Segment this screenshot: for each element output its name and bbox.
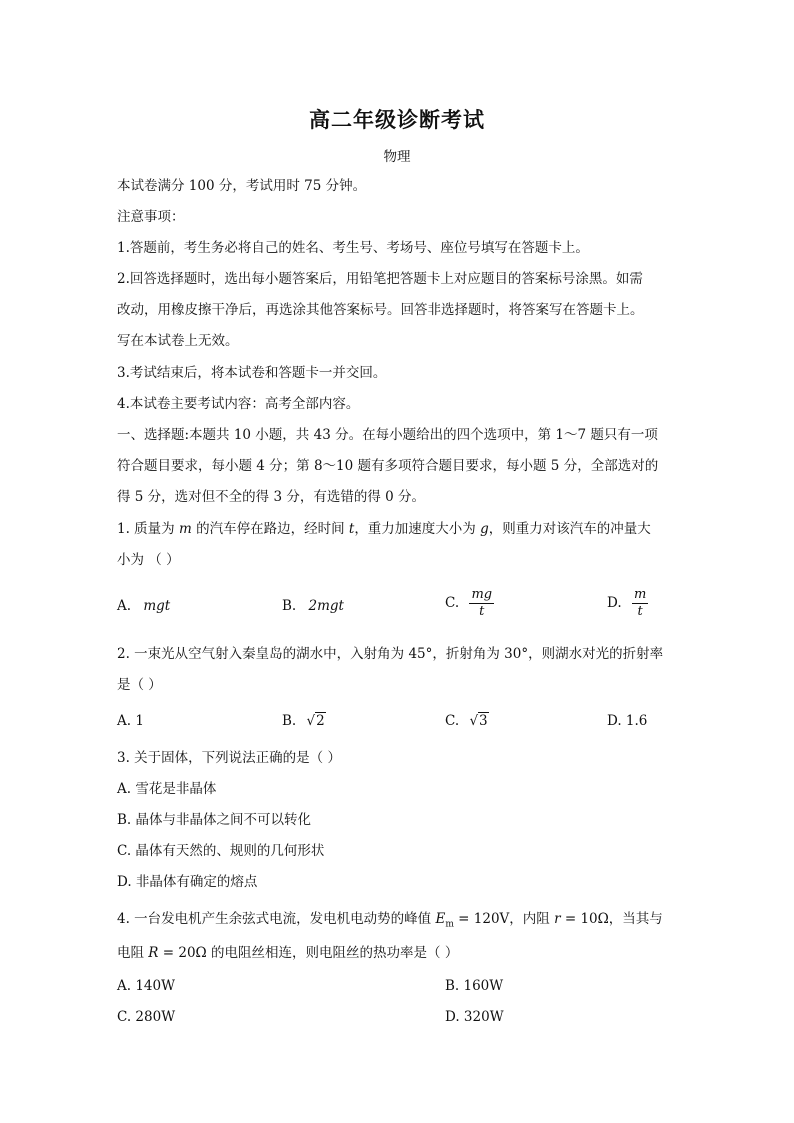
q2-option-b-sqrt: √2 <box>306 713 325 729</box>
note-1: 1.答题前，考生务必将自己的姓名、考生号、考场号、座位号填写在答题卡上。 <box>117 240 589 256</box>
q2-option-c-radicand: 3 <box>479 713 488 729</box>
q1-option-c-numerator: mg <box>471 587 493 602</box>
q1-option-b <box>282 597 344 615</box>
q1-text-b: 的汽车停在路边，经时间 <box>191 521 349 537</box>
q2-stem-line-1: 2. 一束光从空气射入秦皇岛的湖水中，入射角为 45°，折射角为 30°，则湖水对光的折射率 <box>117 646 664 662</box>
note-2-line-1: 2.回答选择题时，选出每小题答案后，用铅笔把答题卡上对应题目的答案标号涂黑。如需 <box>117 271 643 287</box>
note-2-line-3: 写在本试卷上无效。 <box>117 333 239 349</box>
q1-var-m: m <box>178 521 192 537</box>
q4-var-r: r <box>554 911 561 927</box>
q4-var-R: R <box>148 945 159 961</box>
q4-stem-line-2 <box>117 944 458 962</box>
q4-text-b: = 120V，内阻 <box>453 911 555 927</box>
q1-option-c-fraction <box>469 588 494 619</box>
score-line: 本试卷满分 100 分，考试用时 75 分钟。 <box>117 178 367 194</box>
q1-option-d <box>607 588 648 619</box>
note-2-line-2: 改动，用橡皮擦干净后，再选涂其他答案标号。回答非选择题时，将答案写在答题卡上。 <box>117 302 644 318</box>
q4-option-c: C. 280W <box>117 1009 176 1025</box>
q3-option-d: D. 非晶体有确定的熔点 <box>117 874 258 890</box>
q1-option-d-fraction <box>632 588 648 619</box>
q3-option-a: A. 雪花是非晶体 <box>117 781 217 797</box>
section-1-line-1: 一、选择题:本题共 10 小题，共 43 分。在每小题给出的四个选项中，第 1～7 题只有一项 <box>117 427 658 443</box>
q1-option-b-value: 2mgt <box>308 598 344 614</box>
q2-option-b-radicand: 2 <box>316 713 325 729</box>
q1-option-a <box>117 597 170 615</box>
q4-text-a: 4. 一台发电机产生余弦式电流，发电机电动势的峰值 <box>117 911 436 927</box>
q2-option-b-label: B. <box>282 713 297 729</box>
section-1-line-3: 得 5 分，选对但不全的得 3 分，有选错的得 0 分。 <box>117 489 426 505</box>
q3-option-c: C. 晶体有天然的、规则的几何形状 <box>117 843 325 859</box>
q4-text-d: 电阻 <box>117 945 149 961</box>
q2-option-c-sqrt: √3 <box>469 713 488 729</box>
q1-option-d-numerator: m <box>633 587 647 602</box>
q1-text-a: 1. 质量为 <box>117 521 179 537</box>
q4-option-a: A. 140W <box>117 978 175 994</box>
q4-var-e: E <box>435 911 446 927</box>
q1-text-d: ，则重力对该汽车的冲量大 <box>488 521 651 537</box>
q1-option-a-label: A. <box>117 598 132 614</box>
exam-title: 高二年级诊断考试 <box>309 108 485 132</box>
q4-text-c: = 10Ω，当其与 <box>560 911 663 927</box>
q1-option-a-value: mgt <box>143 598 171 614</box>
q1-option-d-label: D. <box>607 595 622 611</box>
q1-stem-line-1 <box>117 520 651 538</box>
note-4: 4.本试卷主要考试内容：高考全部内容。 <box>117 396 360 412</box>
q1-option-d-denominator: t <box>637 604 643 619</box>
q2-option-c <box>445 712 489 730</box>
q1-option-c-denominator: t <box>479 604 485 619</box>
note-3: 3.考试结束后，将本试卷和答题卡一并交回。 <box>117 365 387 381</box>
q1-stem-line-2: 小为 （ ） <box>117 552 180 568</box>
q1-var-g: g <box>480 521 489 537</box>
q4-option-b: B. 160W <box>445 978 504 994</box>
q3-stem: 3. 关于固体，下列说法正确的是（ ） <box>117 750 341 766</box>
q2-stem-line-2: 是（ ） <box>117 677 162 693</box>
section-1-line-2: 符合题目要求，每小题 4 分；第 8～10 题有多项符合题目要求，每小题 5 分，全部选对的 <box>117 458 659 474</box>
q3-option-b: B. 晶体与非晶体之间不可以转化 <box>117 812 312 828</box>
q2-option-c-label: C. <box>445 713 460 729</box>
q2-option-b <box>282 712 326 730</box>
q1-var-t: t <box>348 521 355 537</box>
q4-var-e-sub: m <box>445 919 454 930</box>
q4-stem-line-1 <box>117 910 663 934</box>
q4-option-d: D. 320W <box>445 1009 504 1025</box>
q4-text-e: = 20Ω 的电阻丝相连，则电阻丝的热功率是（ ） <box>158 945 459 961</box>
q1-text-c: ，重力加速度大小为 <box>354 521 481 537</box>
q1-option-b-label: B. <box>282 598 297 614</box>
q1-option-c <box>445 588 494 619</box>
notes-heading: 注意事项： <box>117 209 185 225</box>
q1-option-c-label: C. <box>445 595 460 611</box>
q2-option-d: D. 1.6 <box>607 713 648 729</box>
q2-option-a: A. 1 <box>117 713 144 729</box>
subject-label: 物理 <box>383 149 411 165</box>
